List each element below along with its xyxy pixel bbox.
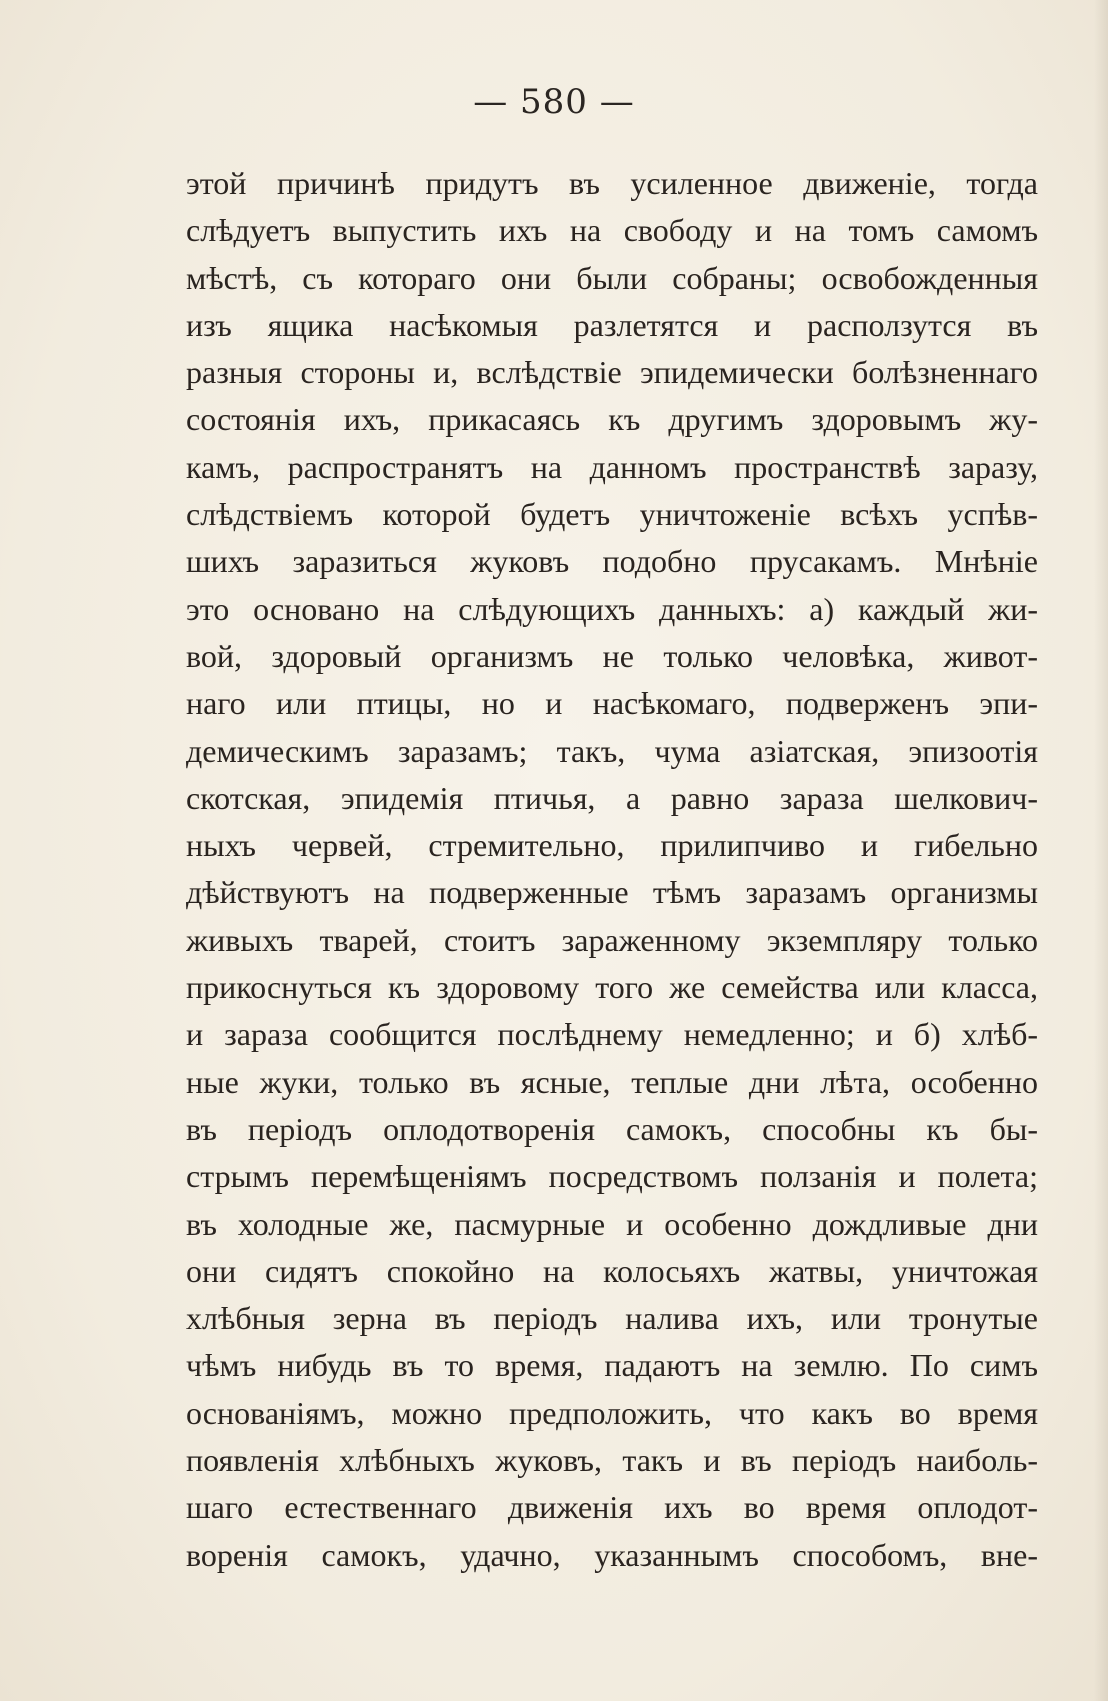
text-line: демическимъ заразамъ; такъ, чума азіатская, эпизоотія — [186, 732, 1038, 769]
text-line: чѣмъ нибудь въ то время, падаютъ на землю. По симъ — [186, 1347, 1038, 1384]
text-line: разныя стороны и, вслѣдствіе эпидемически болѣзненнаго — [186, 354, 1038, 391]
text-line: вой, здоровый организмъ не только человѣка, живот- — [186, 637, 1038, 674]
text-line: это основано на слѣдующихъ данныхъ: а) каждый жи- — [186, 590, 1038, 627]
page-edge-shadow — [1094, 0, 1108, 1701]
text-line: изъ ящика насѣкомыя разлетятся и расползутся въ — [186, 306, 1038, 343]
text-line: шихъ заразиться жуковъ подобно прусакамъ. Мнѣніе — [186, 543, 1038, 580]
text-line: ныхъ червей, стремительно, прилипчиво и гибельно — [186, 827, 1038, 864]
text-line: слѣдуетъ выпустить ихъ на свободу и на томъ самомъ — [186, 212, 1038, 249]
text-line: дѣйствуютъ на подверженные тѣмъ заразамъ организмы — [186, 874, 1038, 911]
text-line: и зараза сообщится послѣднему немедленно; и б) хлѣб- — [186, 1016, 1038, 1053]
text-line: въ періодъ оплодотворенія самокъ, способны къ бы- — [186, 1110, 1038, 1147]
text-line: шаго естественнаго движенія ихъ во время оплодот- — [186, 1489, 1038, 1526]
text-line: скотская, эпидемія птичья, а равно зараза шелкович- — [186, 779, 1038, 816]
text-line: состоянія ихъ, прикасаясь къ другимъ здоровымъ жу- — [186, 401, 1038, 438]
body-text — [186, 160, 1038, 1579]
text-line: появленія хлѣбныхъ жуковъ, такъ и въ періодъ наиболь- — [186, 1442, 1038, 1479]
text-line: этой причинѣ придутъ въ усиленное движеніе, тогда — [186, 165, 1038, 201]
text-line: въ холодные же, пасмурные и особенно дождливые дни — [186, 1205, 1038, 1242]
text-line: прикоснуться къ здоровому того же семейства или класса, — [186, 969, 1038, 1006]
text-line: живыхъ тварей, стоитъ зараженному экземпляру только — [186, 921, 1038, 958]
text-line: камъ, распространятъ на данномъ пространствѣ заразу, — [186, 448, 1038, 485]
text-line: стрымъ перемѣщеніямъ посредствомъ ползанія и полета; — [186, 1158, 1038, 1195]
text-line: воренія самокъ, удачно, указаннымъ способомъ, вне- — [186, 1536, 1038, 1573]
text-line: слѣдствіемъ которой будетъ уничтоженіе всѣхъ успѣв- — [186, 496, 1038, 533]
text-line: они сидятъ спокойно на колосьяхъ жатвы, уничтожая — [186, 1252, 1038, 1289]
text-line: наго или птицы, но и насѣкомаго, подверженъ эпи- — [186, 685, 1038, 722]
text-line: основаніямъ, можно предположить, что какъ во время — [186, 1394, 1038, 1431]
text-line: мѣстѣ, съ котораго они были собраны; освобожденныя — [186, 259, 1038, 296]
page-number: — 580 — — [473, 82, 635, 122]
text-line: хлѣбныя зерна въ періодъ налива ихъ, или тронутые — [186, 1300, 1038, 1337]
text-line: ные жуки, только въ ясные, теплые дни лѣта, особенно — [186, 1063, 1038, 1100]
